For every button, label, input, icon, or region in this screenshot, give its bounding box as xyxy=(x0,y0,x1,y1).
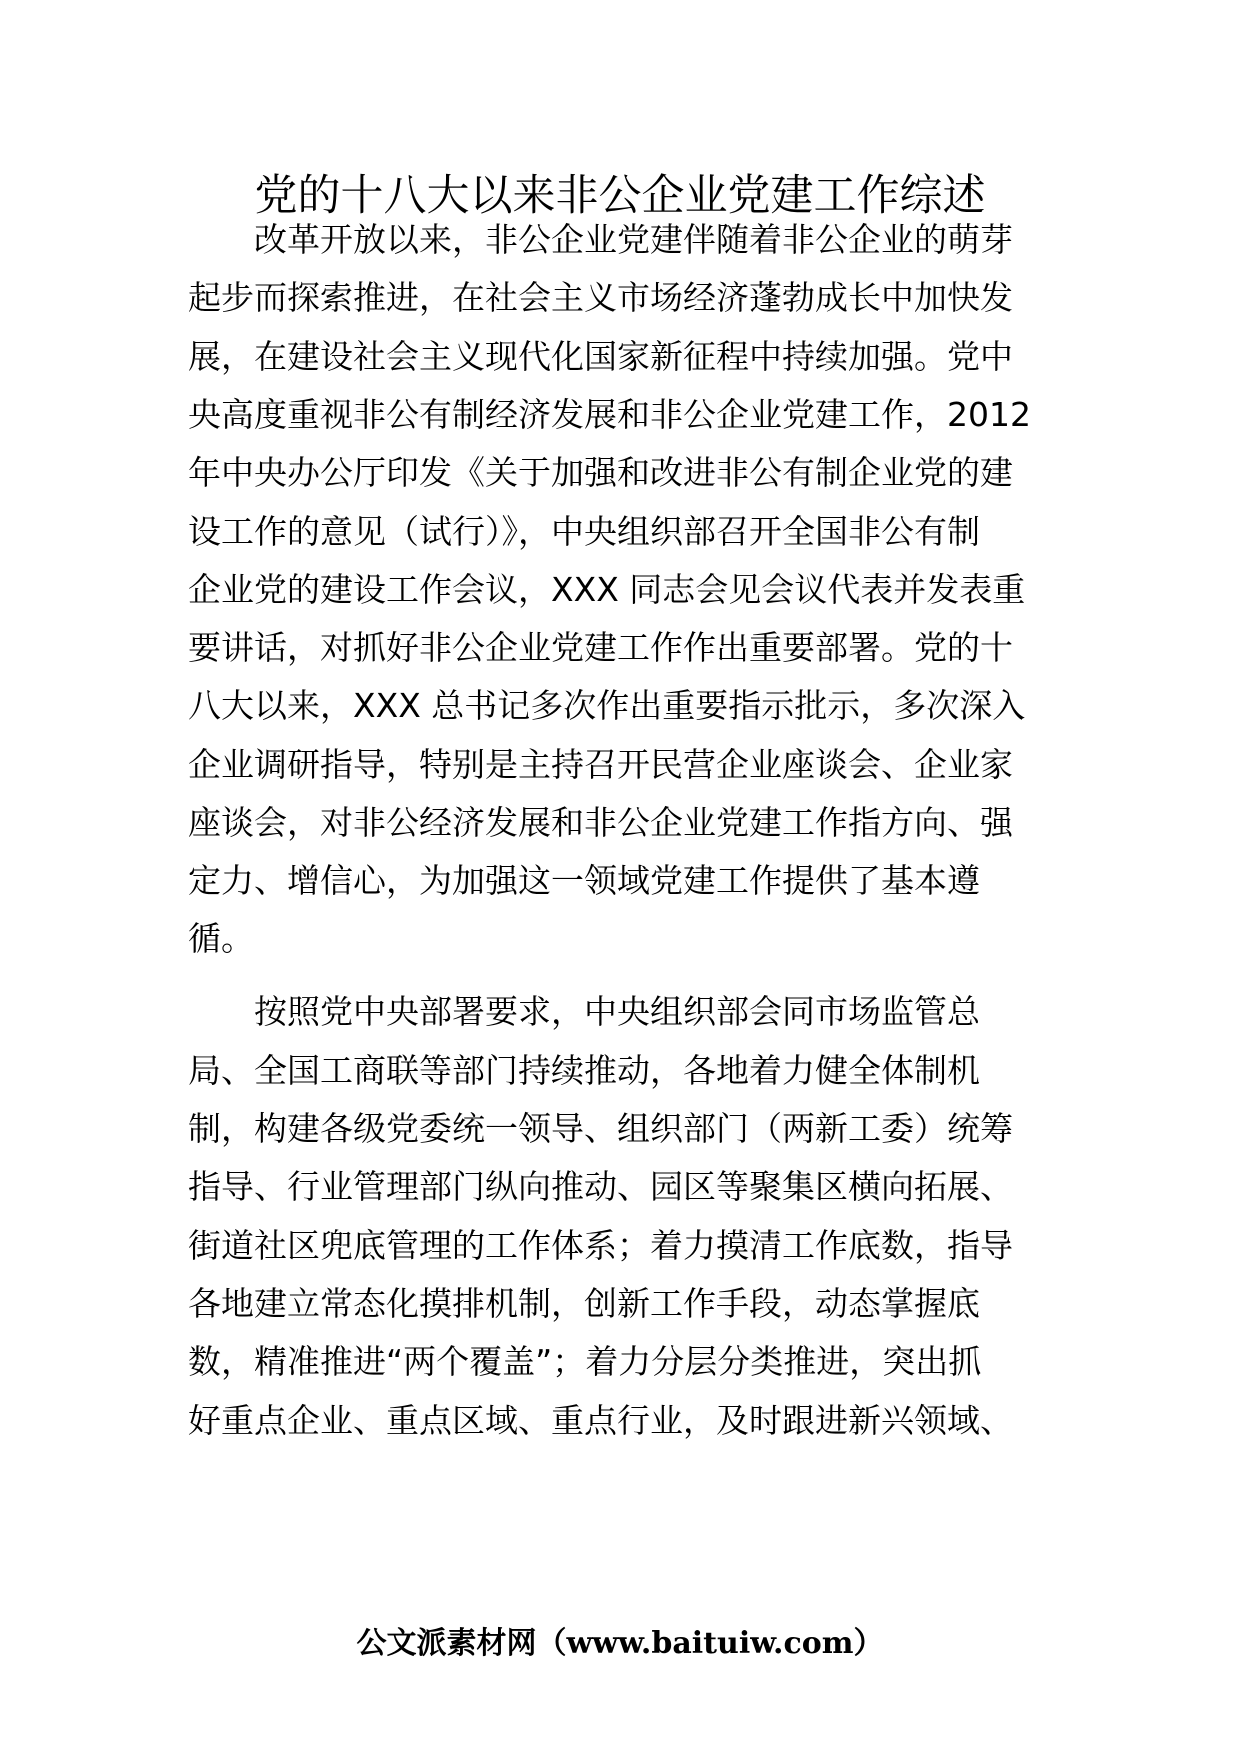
paragraph-1-line-7: 企业党的建设工作会议，XXX 同志会见会议代表并发表重 xyxy=(188,570,1026,609)
paragraph-1-line-5: 年中央办公厅印发《关于加强和改进非公有制企业党的建 xyxy=(188,453,1013,492)
paragraph-2-line-6: 各地建立常态化摸排机制，创新工作手段，动态掌握底 xyxy=(188,1284,980,1323)
paragraph-2-line-7: 数，精准推进“两个覆盖”；着力分层分类推进，突出抓 xyxy=(188,1342,982,1381)
paragraph-1-line-2: 起步而探索推进，在社会主义市场经济蓬勃成长中加快发 xyxy=(188,278,1013,317)
paragraph-1-line-6: 设工作的意见（试行）》，中央组织部召开全国非公有制 xyxy=(188,512,980,551)
paragraph-1-line-11: 座谈会，对非公经济发展和非公企业党建工作指方向、强 xyxy=(188,803,1013,842)
paragraph-1-line-3: 展，在建设社会主义现代化国家新征程中持续加强。党中 xyxy=(188,337,1013,376)
paragraph-1-line-1: 改革开放以来，非公企业党建伴随着非公企业的萌芽 xyxy=(188,220,1013,259)
paragraph-2-line-3: 制，构建各级党委统一领导、组织部门（两新工委）统筹 xyxy=(188,1109,1013,1148)
paragraph-2-line-5: 街道社区兜底管理的工作体系；着力摸清工作底数，指导 xyxy=(188,1226,1013,1265)
paragraph-1-line-9: 八大以来，XXX 总书记多次作出重要指示批示，多次深入 xyxy=(188,686,1026,725)
document-title: 党的十八大以来非公企业党建工作综述 xyxy=(254,171,986,221)
paragraph-1-line-4: 央高度重视非公有制经济发展和非公企业党建工作，2012 xyxy=(188,395,1031,434)
paragraph-1-line-12: 定力、增信心，为加强这一领域党建工作提供了基本遵 xyxy=(188,861,980,900)
paragraph-2-line-1: 按照党中央部署要求，中央组织部会同市场监管总 xyxy=(188,992,980,1031)
paragraph-1-line-8: 要讲话，对抓好非公企业党建工作作出重要部署。党的十 xyxy=(188,628,1013,667)
paragraph-1-line-13: 循。 xyxy=(188,919,254,958)
paragraph-2-line-8: 好重点企业、重点区域、重点行业，及时跟进新兴领域、 xyxy=(188,1401,1013,1440)
paragraph-1-line-10: 企业调研指导，特别是主持召开民营企业座谈会、企业家 xyxy=(188,745,1013,784)
footer-watermark: 公文派素材网（www.baituiw.com） xyxy=(356,1626,884,1661)
paragraph-2-line-4: 指导、行业管理部门纵向推动、园区等聚集区横向拓展、 xyxy=(188,1167,1013,1206)
paragraph-2-line-2: 局、全国工商联等部门持续推动，各地着力健全体制机 xyxy=(188,1051,980,1090)
